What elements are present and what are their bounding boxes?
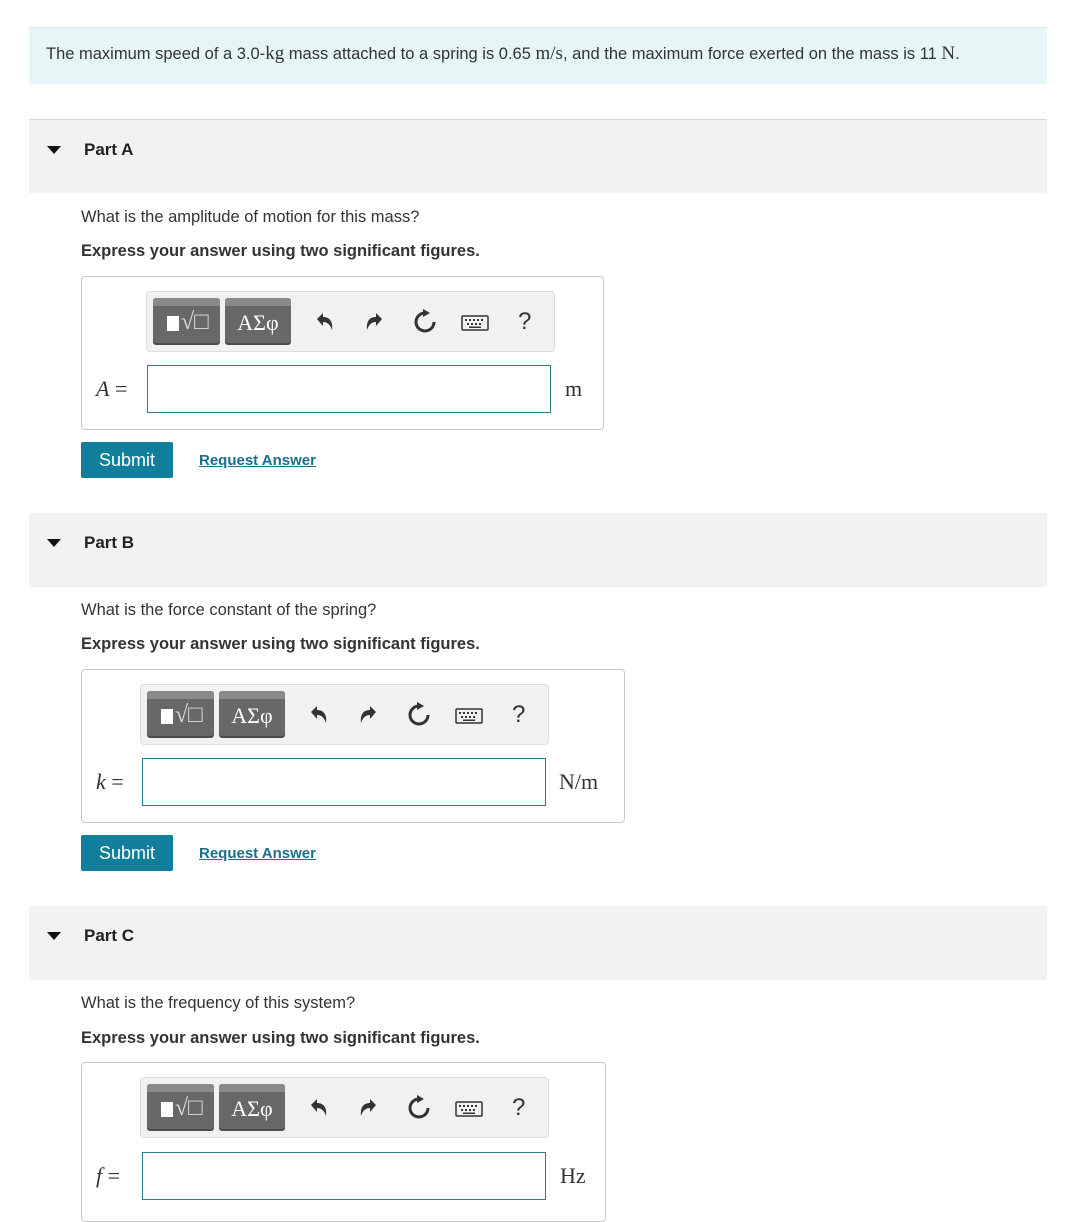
part-c-answer-input[interactable] — [142, 1152, 546, 1200]
collapse-caret-icon[interactable] — [47, 539, 61, 547]
part-a-submit-button[interactable]: Submit — [81, 442, 173, 478]
part-a-unit: m — [565, 376, 583, 401]
part-c-question: What is the frequency of this system? — [81, 994, 356, 1012]
math-toolbar — [140, 1077, 549, 1138]
help-button[interactable]: ? — [512, 1094, 526, 1121]
collapse-caret-icon[interactable] — [47, 932, 61, 940]
part-a-question: What is the amplitude of motion for this mass? — [81, 208, 420, 226]
part-c-title: Part C — [84, 926, 135, 945]
greek-symbols-button[interactable]: ΑΣφ — [219, 691, 285, 736]
keyboard-icon[interactable] — [454, 1094, 484, 1122]
undo-icon[interactable] — [310, 308, 338, 336]
reset-icon[interactable] — [405, 701, 433, 729]
part-c-header[interactable] — [29, 906, 1047, 980]
part-a-answer-input[interactable] — [147, 365, 551, 413]
part-a-title: Part A — [84, 140, 134, 159]
templates-radical-icon — [161, 1102, 173, 1117]
part-a-answer-box — [81, 276, 604, 430]
part-a-instruction: Express your answer using two significant figures. — [81, 242, 480, 260]
part-c-answer-box — [81, 1062, 606, 1222]
undo-icon[interactable] — [304, 1094, 332, 1122]
part-b-header[interactable] — [29, 513, 1047, 587]
part-a-request-answer-link[interactable]: Request Answer — [199, 452, 316, 469]
answer-variable-label: f = — [96, 1163, 121, 1188]
part-b-question: What is the force constant of the spring? — [81, 601, 377, 619]
greek-symbols-button[interactable]: ΑΣφ — [219, 1084, 285, 1129]
answer-variable-label: k = — [96, 769, 124, 794]
problem-statement — [29, 27, 1047, 84]
templates-radical-icon — [167, 316, 179, 331]
part-b-request-answer-link[interactable]: Request Answer — [199, 845, 316, 862]
help-button[interactable]: ? — [518, 308, 532, 335]
templates-radical-icon — [161, 709, 173, 724]
math-toolbar — [140, 684, 549, 745]
part-a-header[interactable] — [29, 119, 1047, 193]
undo-icon[interactable] — [304, 701, 332, 729]
part-c-instruction: Express your answer using two significant figures. — [81, 1029, 480, 1047]
redo-icon[interactable] — [355, 701, 383, 729]
part-b-answer-input[interactable] — [142, 758, 546, 806]
keyboard-icon[interactable] — [454, 701, 484, 729]
keyboard-icon[interactable] — [460, 308, 490, 336]
part-b-instruction: Express your answer using two significant figures. — [81, 635, 480, 653]
help-button[interactable]: ? — [512, 701, 526, 728]
collapse-caret-icon[interactable] — [47, 146, 61, 154]
reset-icon[interactable] — [405, 1094, 433, 1122]
templates-button[interactable]: √□ — [147, 691, 214, 736]
greek-symbols-button[interactable]: ΑΣφ — [225, 298, 291, 343]
answer-variable-label: A = — [96, 376, 128, 401]
math-toolbar — [146, 291, 555, 352]
templates-button[interactable]: √□ — [147, 1084, 214, 1129]
reset-icon[interactable] — [411, 308, 439, 336]
part-b-submit-button[interactable]: Submit — [81, 835, 173, 871]
templates-button[interactable]: √□ — [153, 298, 220, 343]
part-b-unit: N/m — [559, 769, 599, 794]
part-c-unit: Hz — [560, 1163, 586, 1188]
redo-icon[interactable] — [361, 308, 389, 336]
problem-text: The maximum speed of a 3.0-kg mass attached to a spring is 0.65 m/s, and the maximum force exerted on the mass is 11 N. — [46, 43, 960, 64]
part-b-title: Part B — [84, 533, 135, 552]
redo-icon[interactable] — [355, 1094, 383, 1122]
part-b-answer-box — [81, 669, 625, 823]
